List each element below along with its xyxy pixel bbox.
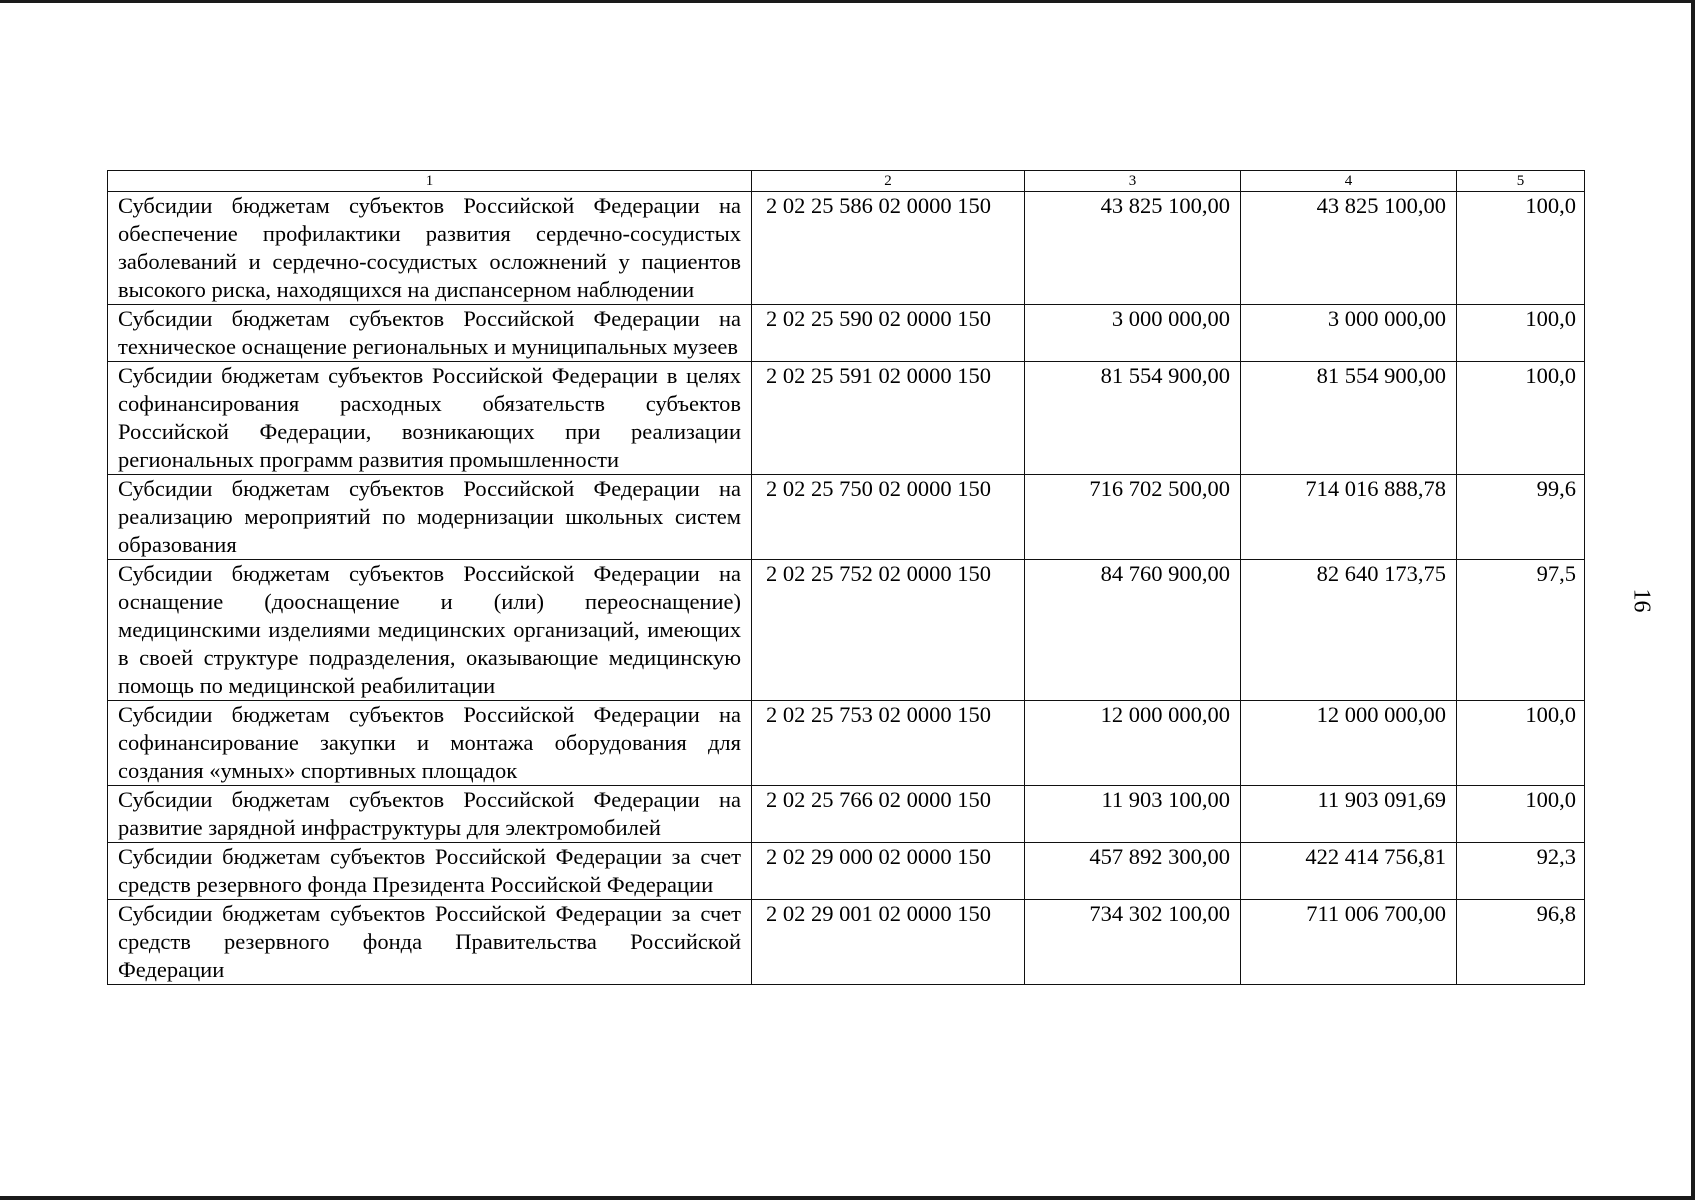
column-number: 3 xyxy=(1025,171,1241,192)
table-body xyxy=(108,171,1585,985)
planned-amount: 12 000 000,00 xyxy=(1025,701,1241,786)
execution-percent: 99,6 xyxy=(1457,475,1585,560)
executed-amount: 81 554 900,00 xyxy=(1241,362,1457,475)
execution-percent: 100,0 xyxy=(1457,305,1585,362)
budget-classification-code: 2 02 25 753 02 0000 150 xyxy=(752,701,1025,786)
planned-amount: 3 000 000,00 xyxy=(1025,305,1241,362)
executed-amount: 711 006 700,00 xyxy=(1241,900,1457,985)
budget-classification-code: 2 02 25 766 02 0000 150 xyxy=(752,786,1025,843)
budget-classification-code: 2 02 25 750 02 0000 150 xyxy=(752,475,1025,560)
executed-amount: 12 000 000,00 xyxy=(1241,701,1457,786)
row-description: Субсидии бюджетам субъектов Российской Федерации на реализацию мероприятий по модернизации школьных систем образования xyxy=(108,475,752,560)
planned-amount: 716 702 500,00 xyxy=(1025,475,1241,560)
page-number: 16 xyxy=(1628,588,1655,613)
execution-percent: 100,0 xyxy=(1457,192,1585,305)
budget-classification-code: 2 02 25 752 02 0000 150 xyxy=(752,560,1025,701)
row-description: Субсидии бюджетам субъектов Российской Федерации за счет средств резервного фонда Правительства Российской Федерации xyxy=(108,900,752,985)
column-number: 2 xyxy=(752,171,1025,192)
table-row xyxy=(108,843,1585,900)
execution-percent: 96,8 xyxy=(1457,900,1585,985)
row-description: Субсидии бюджетам субъектов Российской Федерации на софинансирование закупки и монтажа оборудования для создания «умных» спортивных площадок xyxy=(108,701,752,786)
row-description: Субсидии бюджетам субъектов Российской Федерации на оснащение (дооснащение и (или) переоснащение) медицинскими изделиями медицинских организаций, имеющих в своей структуре подразделения, оказывающие медицинскую помощь по медицинской реабилитации xyxy=(108,560,752,701)
planned-amount: 734 302 100,00 xyxy=(1025,900,1241,985)
executed-amount: 43 825 100,00 xyxy=(1241,192,1457,305)
table-row xyxy=(108,900,1585,985)
executed-amount: 422 414 756,81 xyxy=(1241,843,1457,900)
budget-classification-code: 2 02 29 000 02 0000 150 xyxy=(752,843,1025,900)
budget-classification-code: 2 02 25 586 02 0000 150 xyxy=(752,192,1025,305)
execution-percent: 100,0 xyxy=(1457,701,1585,786)
table-row xyxy=(108,192,1585,305)
planned-amount: 43 825 100,00 xyxy=(1025,192,1241,305)
table-row xyxy=(108,560,1585,701)
planned-amount: 457 892 300,00 xyxy=(1025,843,1241,900)
planned-amount: 84 760 900,00 xyxy=(1025,560,1241,701)
column-number: 5 xyxy=(1457,171,1585,192)
execution-percent: 92,3 xyxy=(1457,843,1585,900)
execution-percent: 100,0 xyxy=(1457,786,1585,843)
scan-edge-right xyxy=(1691,0,1695,1200)
budget-classification-code: 2 02 25 591 02 0000 150 xyxy=(752,362,1025,475)
table-row xyxy=(108,362,1585,475)
row-description: Субсидии бюджетам субъектов Российской Федерации на техническое оснащение региональных и муниципальных музеев xyxy=(108,305,752,362)
column-number: 4 xyxy=(1241,171,1457,192)
table-row xyxy=(108,701,1585,786)
row-description: Субсидии бюджетам субъектов Российской Федерации на развитие зарядной инфраструктуры для электромобилей xyxy=(108,786,752,843)
executed-amount: 11 903 091,69 xyxy=(1241,786,1457,843)
execution-percent: 100,0 xyxy=(1457,362,1585,475)
budget-classification-code: 2 02 29 001 02 0000 150 xyxy=(752,900,1025,985)
planned-amount: 11 903 100,00 xyxy=(1025,786,1241,843)
budget-execution-table xyxy=(107,170,1585,985)
budget-table-container xyxy=(107,170,1585,985)
table-row xyxy=(108,305,1585,362)
scan-edge-top xyxy=(0,0,1695,3)
table-row xyxy=(108,475,1585,560)
executed-amount: 714 016 888,78 xyxy=(1241,475,1457,560)
row-description: Субсидии бюджетам субъектов Российской Федерации за счет средств резервного фонда Президента Российской Федерации xyxy=(108,843,752,900)
budget-classification-code: 2 02 25 590 02 0000 150 xyxy=(752,305,1025,362)
table-row xyxy=(108,786,1585,843)
column-number-row xyxy=(108,171,1585,192)
scan-edge-bottom xyxy=(0,1196,1695,1200)
executed-amount: 82 640 173,75 xyxy=(1241,560,1457,701)
planned-amount: 81 554 900,00 xyxy=(1025,362,1241,475)
row-description: Субсидии бюджетам субъектов Российской Федерации на обеспечение профилактики развития сердечно-сосудистых заболеваний и сердечно-сосудистых осложнений у пациентов высокого риска, находящихся на диспансерном наблюдении xyxy=(108,192,752,305)
execution-percent: 97,5 xyxy=(1457,560,1585,701)
executed-amount: 3 000 000,00 xyxy=(1241,305,1457,362)
row-description: Субсидии бюджетам субъектов Российской Федерации в целях софинансирования расходных обязательств субъектов Российской Федерации, возникающих при реализации региональных программ развития промышленности xyxy=(108,362,752,475)
column-number: 1 xyxy=(108,171,752,192)
